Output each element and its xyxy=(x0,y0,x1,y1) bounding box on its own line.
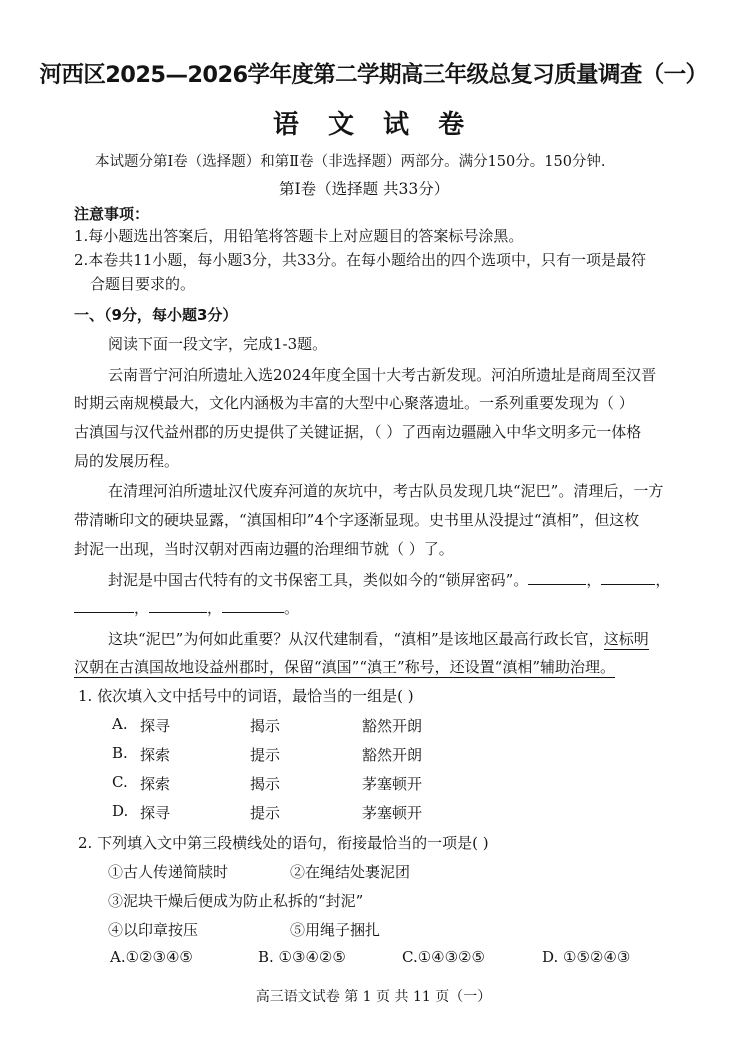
option-word-3: 茅塞顿开 xyxy=(362,804,423,822)
passage-p4-text: 这块“泥巴”为何如此重要？从汉代建制看，“滇相”是该地区最高行政长官， xyxy=(108,630,604,648)
blank-end: 。 xyxy=(284,599,300,617)
passage-p4-line2 xyxy=(74,656,615,677)
blank-separator: ， xyxy=(207,599,223,617)
passage-p3-line2 xyxy=(74,597,299,618)
option-letter: C. xyxy=(112,773,128,791)
option-word-1: 探寻 xyxy=(140,804,171,822)
blank-separator: ， xyxy=(586,571,602,589)
option-word-2: 揭示 xyxy=(250,775,281,793)
option-word-1: 探索 xyxy=(140,775,171,793)
exam-intro: 本试题分第Ⅰ卷（选择题）和第Ⅱ卷（非选择题）两部分。满分150分。150分钟. xyxy=(95,154,606,170)
section-one-heading: 一、（9分，每小题3分） xyxy=(74,306,238,324)
exam-title: 河西区2025—2026学年度第二学期高三年级总复习质量调查（一） xyxy=(39,62,708,88)
sentence-1: ①古人传递简牍时 xyxy=(108,863,229,881)
question-2-option-d[interactable]: D. ①⑤②④③ xyxy=(542,948,631,966)
option-letter: B. xyxy=(112,744,128,762)
option-word-2: 揭示 xyxy=(250,717,281,735)
page-footer: 高三语文试卷 第 1 页 共 11 页（一） xyxy=(255,989,492,1005)
passage-p3-line1 xyxy=(108,569,670,590)
underlined-sentence: 汉朝在古滇国故地设益州郡时，保留“滇国”“滇王”称号，还设置“滇相”辅助治理。 xyxy=(74,658,616,676)
blank-separator: ， xyxy=(134,599,150,617)
passage-p2-line2: 带清晰印文的硬块显露，“滇国相印”4个字逐渐显现。史书里从没提过“滇相”，但这枚 xyxy=(74,511,640,529)
question-2-stem: 2. 下列填入文中第三段横线处的语句，衔接最恰当的一项是( ) xyxy=(78,834,489,852)
passage-p2-line1: 在清理河泊所遗址汉代废弃河道的灰坑中，考古队员发现几块“泥巴”。清理后，一方 xyxy=(108,482,664,500)
reading-instruction: 阅读下面一段文字，完成1-3题。 xyxy=(108,335,328,353)
passage-p3-text: 封泥是中国古代特有的文书保密工具，类似如今的“锁屏密码”。 xyxy=(108,571,529,589)
question-2-option-a[interactable]: A.①②③④⑤ xyxy=(110,948,193,966)
option-word-1: 探索 xyxy=(140,746,171,764)
option-word-2: 提示 xyxy=(250,746,281,764)
blank-separator: ， xyxy=(655,571,671,589)
option-word-3: 茅塞顿开 xyxy=(362,775,423,793)
note-item-2: 2.本卷共11小题，每小题3分，共33分。在每小题给出的四个选项中，只有一项是最符 xyxy=(74,251,647,269)
option-letter: A. xyxy=(112,715,128,733)
underlined-sentence-start: 这标明 xyxy=(603,630,649,648)
sentence-4: ④以印章按压 xyxy=(108,921,199,939)
blank-1[interactable] xyxy=(528,570,586,585)
question-2-option-b[interactable]: B. ①③④②⑤ xyxy=(258,948,346,966)
question-2-option-c[interactable]: C.①④③②⑤ xyxy=(402,948,485,966)
passage-p1-line1: 云南晋宁河泊所遗址入选2024年度全国十大考古新发现。河泊所遗址是商周至汉晋 xyxy=(108,366,657,384)
part-one-heading: 第Ⅰ卷（选择题 共33分） xyxy=(279,180,450,198)
option-word-2: 提示 xyxy=(250,804,281,822)
subject-title: 语 文 试 卷 xyxy=(272,110,475,140)
blank-4[interactable] xyxy=(149,598,207,613)
blank-5[interactable] xyxy=(222,598,284,613)
passage-p1-line3: 古滇国与汉代益州郡的历史提供了关键证据，（ ）了西南边疆融入中华文明多元一体格 xyxy=(74,423,642,441)
note-item-1: 1.每小题选出答案后，用铅笔将答题卡上对应题目的答案标号涂黑。 xyxy=(74,227,524,245)
note-item-2-cont: 合题目要求的。 xyxy=(90,275,196,293)
passage-p4-line1 xyxy=(108,628,649,649)
option-word-1: 探寻 xyxy=(140,717,171,735)
passage-p2-line3: 封泥一出现，当时汉朝对西南边疆的治理细节就（ ）了。 xyxy=(74,540,454,558)
passage-p1-line4: 局的发展历程。 xyxy=(74,452,180,470)
option-word-3: 豁然开朗 xyxy=(362,746,423,764)
option-word-3: 豁然开朗 xyxy=(362,717,423,735)
notes-heading: 注意事项： xyxy=(74,205,150,223)
sentence-2: ②在绳结处裹泥团 xyxy=(290,863,411,881)
sentence-5: ⑤用绳子捆扎 xyxy=(290,921,381,939)
option-letter: D. xyxy=(112,802,129,820)
blank-3[interactable] xyxy=(74,598,134,613)
passage-p1-line2: 时期云南规模最大，文化内涵极为丰富的大型中心聚落遗址。一系列重要发现为（ ） xyxy=(74,394,634,412)
blank-2[interactable] xyxy=(601,570,655,585)
sentence-3: ③泥块干燥后便成为防止私拆的“封泥” xyxy=(108,892,364,910)
question-1-stem: 1. 依次填入文中括号中的词语，最恰当的一组是( ) xyxy=(78,687,414,705)
